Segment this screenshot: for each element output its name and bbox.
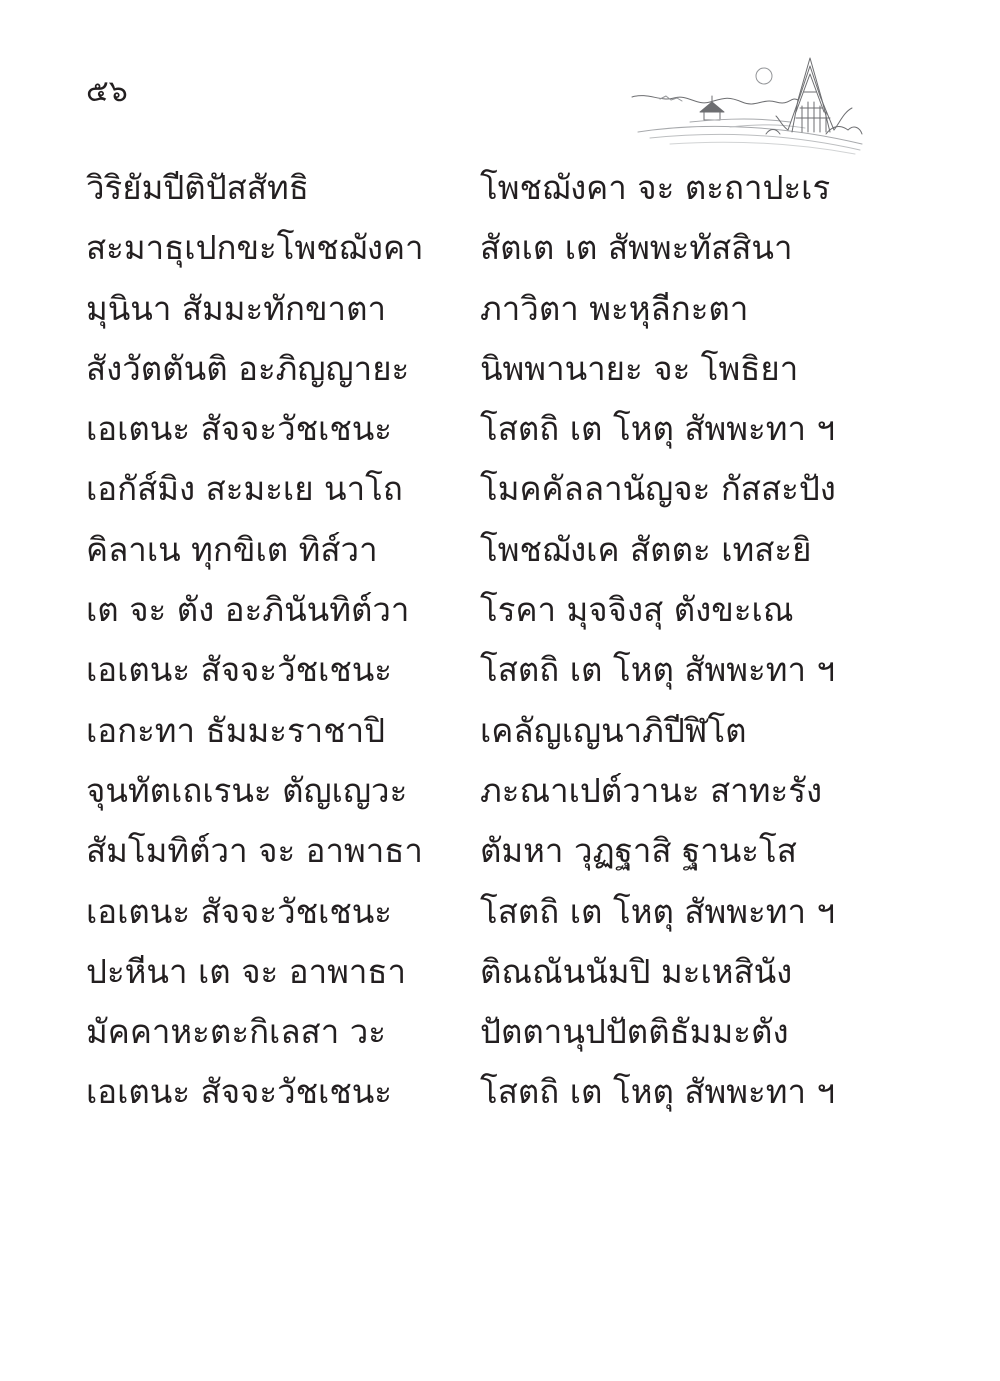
verse-line: สัตเต เต สัพพะทัสสินา xyxy=(480,228,793,268)
verse-line: ภะณาเปต์วานะ สาทะรัง xyxy=(480,770,823,810)
verse-line: โสตถิ เต โหตุ สัพพะทา ฯ xyxy=(480,891,836,931)
verse-line: โสตถิ เต โหตุ สัพพะทา ฯ xyxy=(480,1072,836,1112)
verse-line: โสตถิ เต โหตุ สัพพะทา ฯ xyxy=(480,409,836,449)
verse-line: นิพพานายะ จะ โพธิยา xyxy=(480,348,799,388)
verse-line: สังวัตตันติ อะภิญญายะ xyxy=(86,348,410,388)
verse-line: เอกะทา ธัมมะราชาปิ xyxy=(86,710,386,750)
verse-line: สัมโมทิต์วา จะ อาพาธา xyxy=(86,831,423,871)
verse-line: ปัตตานุปปัตติธัมมะตัง xyxy=(480,1012,789,1052)
verse-line: เอเตนะ สัจจะวัชเชนะ xyxy=(86,891,393,931)
left-verse-column xyxy=(86,160,466,1125)
verse-line: เอเตนะ สัจจะวัชเชนะ xyxy=(86,650,393,690)
verse-line: ติณณันนัมปิ มะเหสินัง xyxy=(480,951,793,991)
verse-line: มุนินา สัมมะทักขาตา xyxy=(86,288,387,328)
verse-line: โสตถิ เต โหตุ สัพพะทา ฯ xyxy=(480,650,836,690)
verse-line: เอเตนะ สัจจะวัชเชนะ xyxy=(86,1072,393,1112)
verse-line: โมคคัลลานัญจะ กัสสะปัง xyxy=(480,469,836,509)
verse-line: คิลาเน ทุกขิเต ทิส์วา xyxy=(86,529,378,569)
verse-line: มัคคาหะตะกิเลสา วะ xyxy=(86,1012,386,1052)
temple-landscape-icon xyxy=(630,52,865,157)
page-number: ๕๖ xyxy=(86,74,128,109)
verse-line: จุนทัตเถเรนะ ตัญเญวะ xyxy=(86,770,408,810)
verse-line: ตัมหา วุฏฐาสิ ฐานะโส xyxy=(480,831,797,871)
verse-line: เคลัญเญนาภิปีฬิโต xyxy=(480,710,747,750)
verse-line: โพชฌังเค สัตตะ เทสะยิ xyxy=(480,529,812,569)
verse-line: เอเตนะ สัจจะวัชเชนะ xyxy=(86,409,393,449)
right-verse-column xyxy=(480,160,880,1125)
verse-line: วิริยัมปีติปัสสัทธิ xyxy=(86,168,309,207)
verse-line: โพชฌังคา จะ ตะถาปะเร xyxy=(480,168,831,207)
verse-line: ภาวิตา พะหุลีกะตา xyxy=(480,288,749,328)
verse-line: ปะหีนา เต จะ อาพาธา xyxy=(86,951,407,991)
verse-line: เอกัส์มิง สะมะเย นาโถ xyxy=(86,469,403,509)
verse-line: โรคา มุจจิงสุ ตังขะเณ xyxy=(480,590,794,630)
verse-line: เต จะ ตัง อะภินันทิต์วา xyxy=(86,590,410,630)
verse-line: สะมาธุเปกขะโพชฌังคา xyxy=(86,228,424,268)
